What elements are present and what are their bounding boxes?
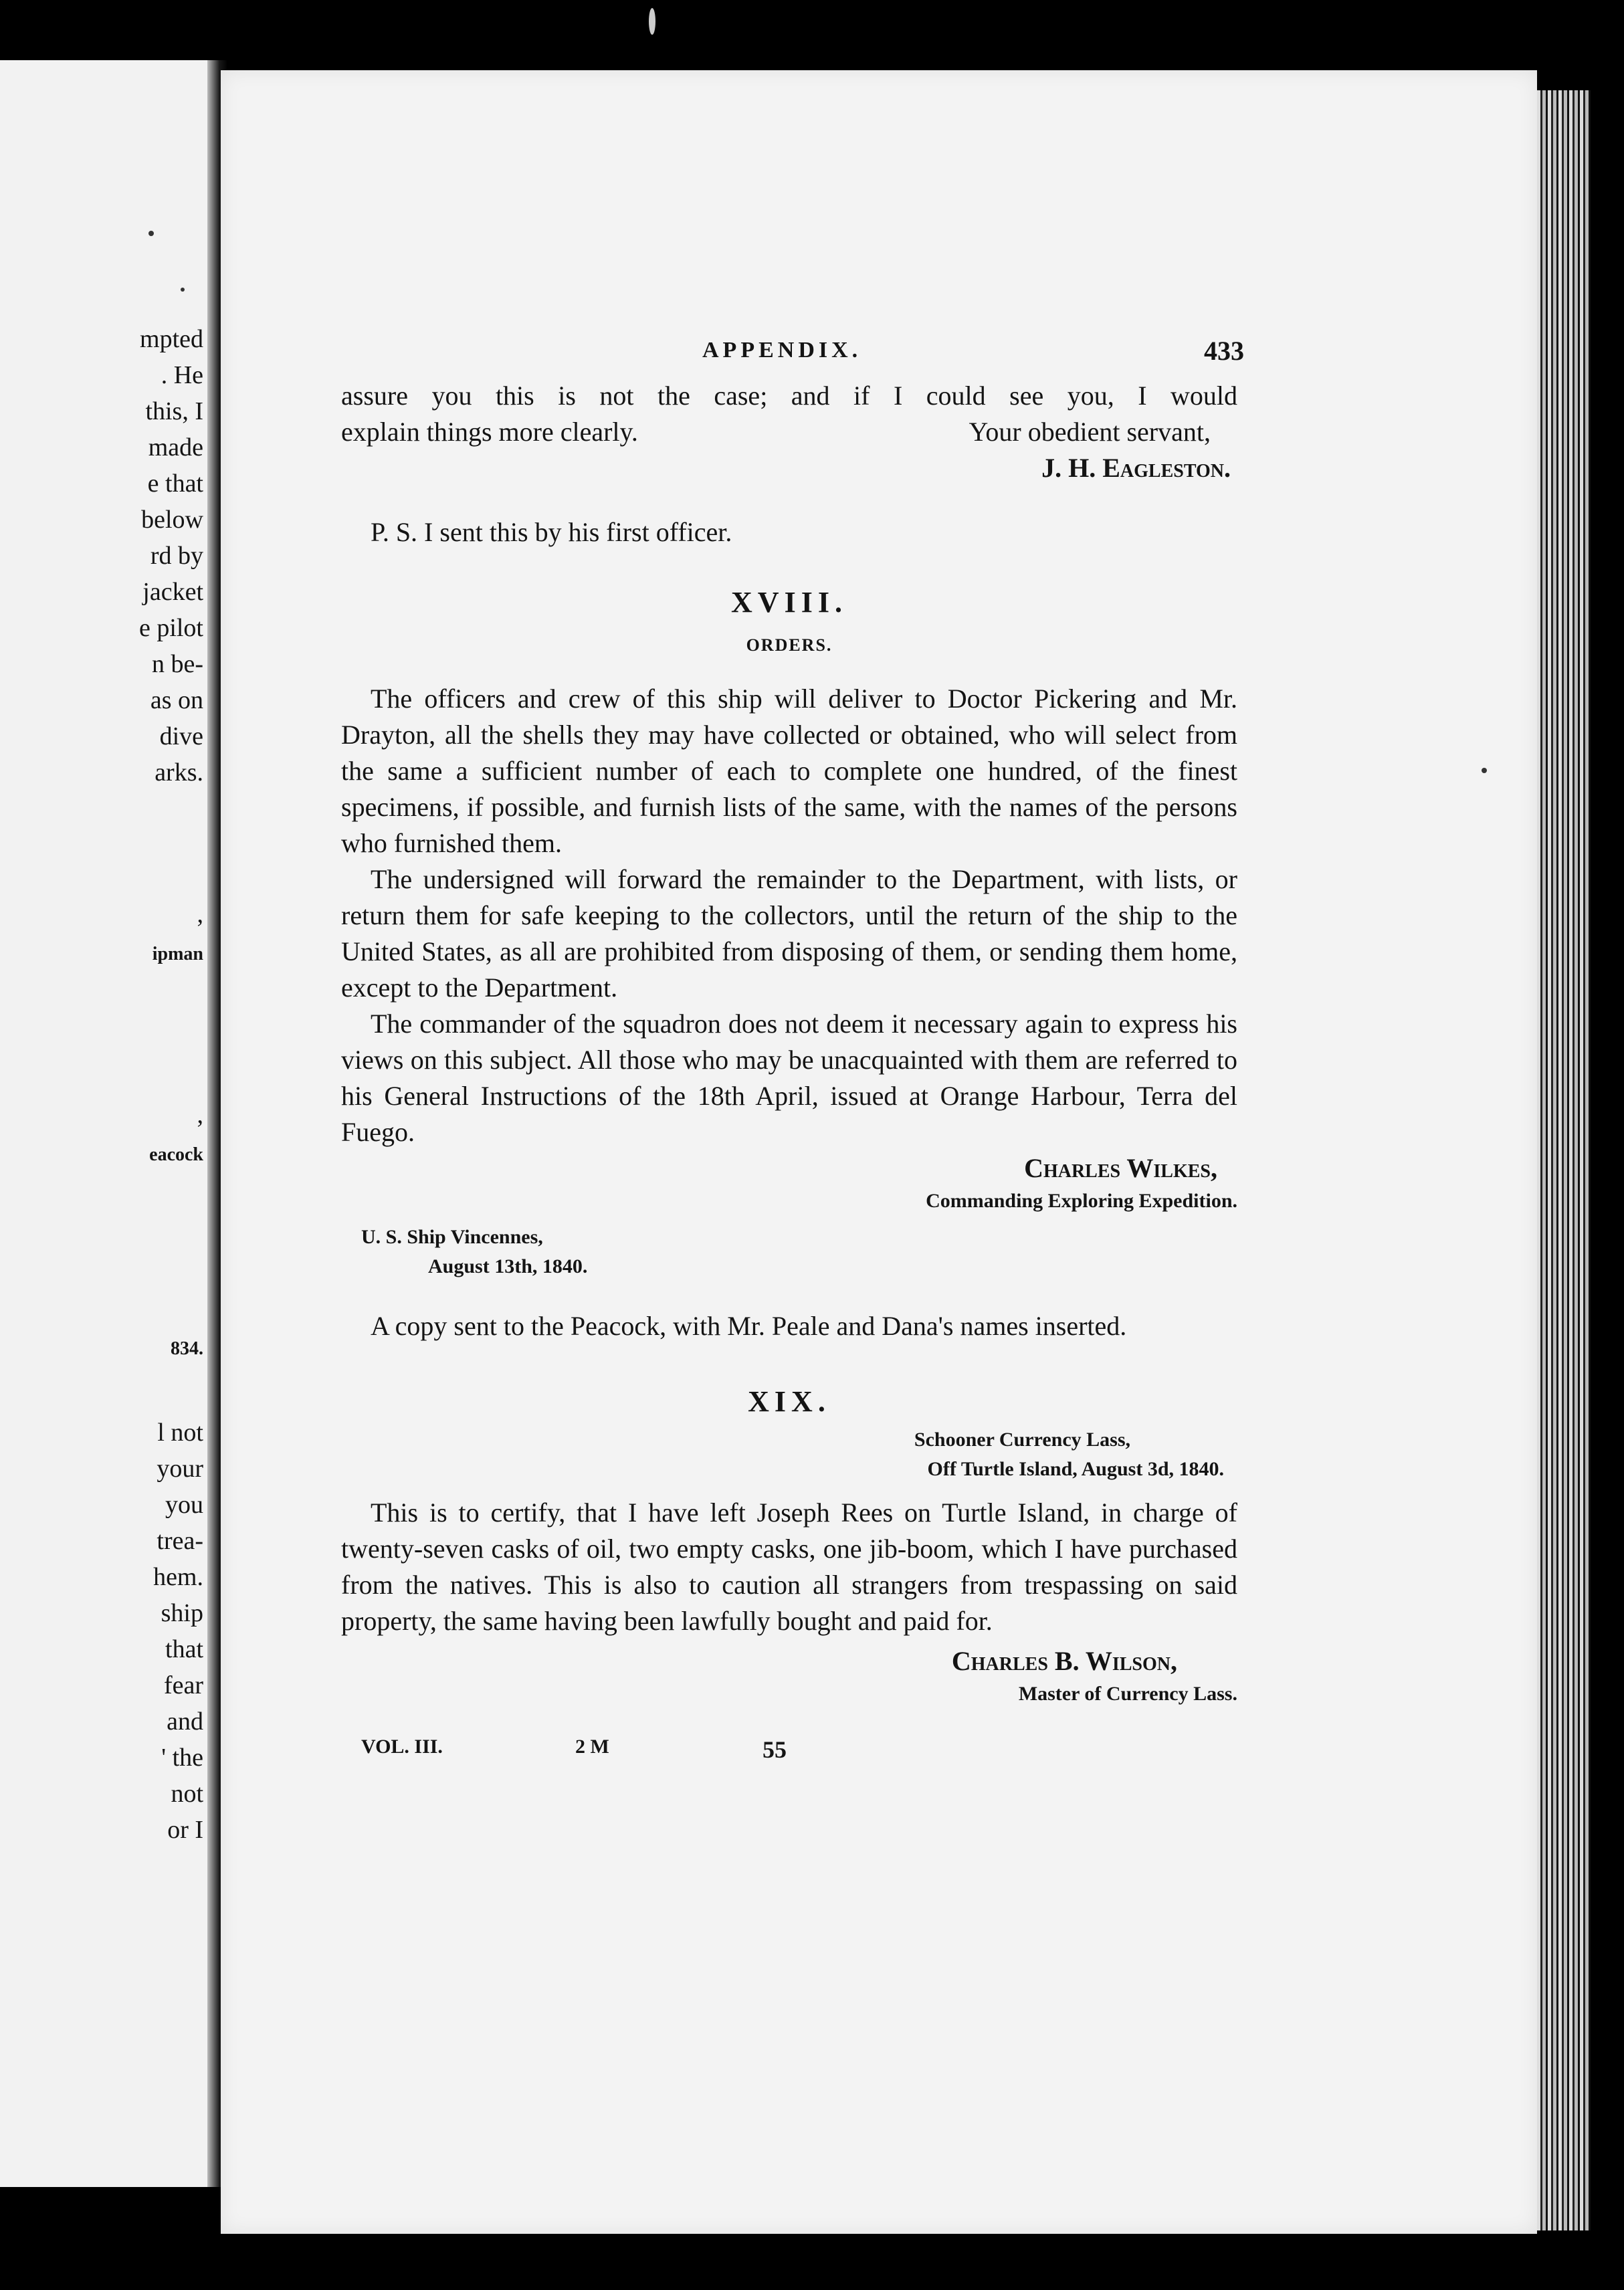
order-date: August 13th, 1840. bbox=[428, 1255, 588, 1277]
dust-speck bbox=[181, 288, 185, 292]
facing-page-fragment: as on bbox=[150, 686, 203, 714]
dust-speck bbox=[148, 231, 154, 236]
facing-page-fragment: , bbox=[197, 1101, 203, 1129]
dust-speck bbox=[1482, 768, 1487, 773]
facing-page-fragment: n be- bbox=[151, 650, 203, 678]
sheet-number: 55 bbox=[763, 1736, 787, 1763]
facing-page-fragment: trea- bbox=[157, 1527, 203, 1555]
postscript: P. S. I sent this by his first officer. bbox=[371, 517, 732, 547]
dust-speck bbox=[649, 8, 655, 35]
facing-page-fragment: you bbox=[165, 1491, 203, 1519]
letter-signature: J. H. Eagleston. bbox=[1041, 453, 1231, 483]
facing-page-fragment: not bbox=[171, 1780, 203, 1808]
facing-page-fragment: fear bbox=[163, 1671, 203, 1699]
section-xix bbox=[341, 1384, 1237, 1709]
text-line: assure you this is not the case; and if I could see you, I would bbox=[341, 381, 1237, 411]
facing-page-fragment: , bbox=[197, 900, 203, 928]
facing-page-fragment: your bbox=[157, 1455, 203, 1483]
facing-page-fragment: ship bbox=[161, 1599, 203, 1627]
running-title: APPENDIX. bbox=[702, 338, 862, 362]
vessel-name: Schooner Currency Lass, bbox=[914, 1429, 1130, 1451]
volume-label: VOL. III. bbox=[361, 1736, 443, 1758]
facing-page-fragment: and bbox=[167, 1707, 203, 1736]
text-line: explain things more clearly. bbox=[341, 417, 638, 447]
copy-note: A copy sent to the Peacock, with Mr. Peale and Dana's names inserted. bbox=[371, 1311, 1127, 1341]
facing-page-fragment: e that bbox=[147, 470, 203, 498]
signature-title: Commanding Exploring Expedition. bbox=[926, 1190, 1237, 1212]
place-date: Off Turtle Island, August 3d, 1840. bbox=[927, 1458, 1224, 1480]
section-subtitle: ORDERS. bbox=[746, 635, 833, 655]
page-text bbox=[341, 331, 1244, 1776]
running-head bbox=[341, 331, 1244, 378]
facing-page-fragment: jacket bbox=[142, 578, 203, 606]
order-place: U. S. Ship Vincennes, bbox=[361, 1226, 543, 1248]
facing-page-fragment: . He bbox=[161, 361, 203, 389]
facing-page-fragment: made bbox=[148, 433, 203, 461]
page-edges bbox=[1537, 90, 1591, 2230]
order-signature: Charles Wilkes, bbox=[1024, 1153, 1217, 1183]
facing-page bbox=[0, 60, 213, 2187]
signature-mark: 2 M bbox=[575, 1736, 609, 1758]
page-number: 433 bbox=[1204, 336, 1244, 366]
facing-page-fragment: or I bbox=[167, 1816, 203, 1844]
paragraph: The undersigned will forward the remainder to the Department, with lists, or return them for safe keeping to the collectors, until the return of the ship to the United States, as all are prohibited from disposing of them, or sending them home, except to the Department. bbox=[341, 864, 1237, 1003]
signature-title: Master of Currency Lass. bbox=[1018, 1683, 1237, 1705]
certificate-signature: Charles B. Wilson, bbox=[951, 1646, 1177, 1676]
paragraph: The officers and crew of this ship will deliver to Doctor Pickering and Mr. Drayton, all the shells they may have collected or obtained, who will select from the same a sufficient number of each to complete one hundred, of the finest specimens, if possible, and furnish lists of the same, with the names of the persons who furnished them. bbox=[341, 684, 1237, 858]
facing-page-fragment: that bbox=[165, 1635, 203, 1663]
facing-page-fragment: ' the bbox=[161, 1744, 203, 1772]
facing-page-fragment: mpted bbox=[140, 325, 203, 353]
scan-border bbox=[1591, 0, 1624, 2290]
facing-page-fragment: e pilot bbox=[138, 614, 203, 642]
facing-page-fragment: ipman bbox=[152, 944, 203, 964]
facing-page-fragment: arks. bbox=[155, 758, 203, 787]
section-xviii bbox=[341, 585, 1237, 1344]
page-footer bbox=[341, 1736, 1237, 1776]
letter-closing: Your obedient servant, bbox=[969, 417, 1211, 447]
facing-page-fragment: this, I bbox=[145, 397, 203, 425]
facing-page-fragment: dive bbox=[159, 722, 203, 750]
facing-page-fragment: eacock bbox=[149, 1144, 203, 1165]
section-numeral: XVIII. bbox=[731, 586, 847, 619]
facing-page-fragment: hem. bbox=[153, 1563, 203, 1591]
paragraph: The commander of the squadron does not deem it necessary again to express his views on this subject. All those who may be unacquainted with them are referred to his General Instructions of the 18th April, issued at Orange Harbour, Terra del Fuego. bbox=[341, 1009, 1237, 1147]
facing-page-fragment: below bbox=[141, 506, 203, 534]
facing-page-fragment: 834. bbox=[171, 1338, 203, 1359]
facing-page-fragment: rd by bbox=[150, 542, 203, 570]
paragraph: This is to certify, that I have left Joseph Rees on Turtle Island, in charge of twenty-seven casks of oil, two empty casks, one jib-boom, which I have purchased from the natives. This is also to caution all strangers from trespassing on said property, the same having been lawfully bought and paid for. bbox=[341, 1497, 1237, 1636]
facing-page-fragment: l not bbox=[157, 1419, 203, 1447]
letter-ending bbox=[341, 378, 1237, 550]
section-numeral: XIX. bbox=[748, 1385, 831, 1418]
